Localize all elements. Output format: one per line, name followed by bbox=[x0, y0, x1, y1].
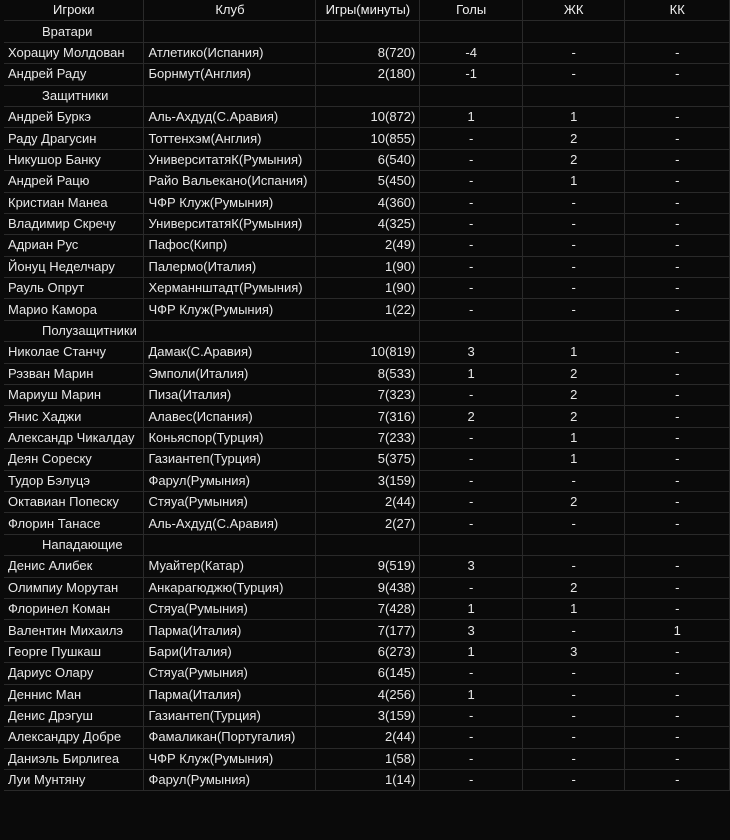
table-row bbox=[4, 235, 730, 256]
header-row bbox=[4, 0, 730, 21]
table-row bbox=[4, 128, 730, 149]
games-minutes: 4(325) bbox=[316, 213, 420, 234]
yellow-cards: 2 bbox=[522, 406, 625, 427]
red-cards: - bbox=[625, 727, 730, 748]
section-empty-cell bbox=[522, 320, 625, 341]
yellow-cards: - bbox=[522, 705, 625, 726]
section-row bbox=[4, 534, 730, 555]
player-name: Мариуш Марин bbox=[4, 385, 144, 406]
club: Коньяспор(Турция) bbox=[144, 427, 316, 448]
yellow-cards: - bbox=[522, 235, 625, 256]
red-cards: - bbox=[625, 641, 730, 662]
red-cards: - bbox=[625, 470, 730, 491]
section-title: Защитники bbox=[4, 85, 144, 106]
table-row bbox=[4, 149, 730, 170]
red-cards: - bbox=[625, 491, 730, 512]
player-name: Деян Сореску bbox=[4, 449, 144, 470]
red-cards: - bbox=[625, 171, 730, 192]
section-empty-cell bbox=[316, 85, 420, 106]
player-name: Йонуц Неделчару bbox=[4, 256, 144, 277]
games-minutes: 10(872) bbox=[316, 106, 420, 127]
red-cards: - bbox=[625, 106, 730, 127]
games-minutes: 2(180) bbox=[316, 64, 420, 85]
player-stats-table bbox=[4, 0, 730, 791]
club: Фарул(Румыния) bbox=[144, 470, 316, 491]
red-cards: - bbox=[625, 192, 730, 213]
goals: - bbox=[420, 727, 523, 748]
goals: - bbox=[420, 705, 523, 726]
yellow-cards: 2 bbox=[522, 385, 625, 406]
section-empty-cell bbox=[316, 21, 420, 42]
yellow-cards: 1 bbox=[522, 171, 625, 192]
table-row bbox=[4, 663, 730, 684]
club: Атлетико(Испания) bbox=[144, 42, 316, 63]
section-empty-cell bbox=[625, 320, 730, 341]
section-title: Полузащитники bbox=[4, 320, 144, 341]
player-name: Николае Станчу bbox=[4, 342, 144, 363]
section-title: Вратари bbox=[4, 21, 144, 42]
player-name: Даниэль Бирлигеа bbox=[4, 748, 144, 769]
yellow-cards: - bbox=[522, 278, 625, 299]
player-name: Андрей Буркэ bbox=[4, 106, 144, 127]
player-name: Рауль Опрут bbox=[4, 278, 144, 299]
games-minutes: 9(438) bbox=[316, 577, 420, 598]
goals: - bbox=[420, 491, 523, 512]
red-cards: - bbox=[625, 64, 730, 85]
club: Стяуа(Румыния) bbox=[144, 491, 316, 512]
goals: - bbox=[420, 470, 523, 491]
table-row bbox=[4, 491, 730, 512]
games-minutes: 10(855) bbox=[316, 128, 420, 149]
goals: - bbox=[420, 663, 523, 684]
section-empty-cell bbox=[420, 85, 523, 106]
section-row bbox=[4, 320, 730, 341]
table-row bbox=[4, 363, 730, 384]
goals: - bbox=[420, 192, 523, 213]
player-name: Раду Драгусин bbox=[4, 128, 144, 149]
club: Стяуа(Румыния) bbox=[144, 663, 316, 684]
goals: 3 bbox=[420, 556, 523, 577]
red-cards: - bbox=[625, 278, 730, 299]
games-minutes: 6(273) bbox=[316, 641, 420, 662]
games-minutes: 1(58) bbox=[316, 748, 420, 769]
games-minutes: 10(819) bbox=[316, 342, 420, 363]
yellow-cards: - bbox=[522, 64, 625, 85]
games-minutes: 7(177) bbox=[316, 620, 420, 641]
goals: - bbox=[420, 128, 523, 149]
player-name: Валентин Михаилэ bbox=[4, 620, 144, 641]
yellow-cards: 1 bbox=[522, 598, 625, 619]
club: Эмполи(Италия) bbox=[144, 363, 316, 384]
games-minutes: 7(233) bbox=[316, 427, 420, 448]
yellow-cards: - bbox=[522, 256, 625, 277]
club: Газиантеп(Турция) bbox=[144, 705, 316, 726]
player-name: Кристиан Манеа bbox=[4, 192, 144, 213]
goals: - bbox=[420, 427, 523, 448]
table-row bbox=[4, 748, 730, 769]
goals: 1 bbox=[420, 363, 523, 384]
header-games-minutes: Игры(минуты) bbox=[316, 0, 420, 21]
goals: - bbox=[420, 256, 523, 277]
games-minutes: 1(14) bbox=[316, 770, 420, 791]
club: Парма(Италия) bbox=[144, 684, 316, 705]
table-row bbox=[4, 770, 730, 791]
table-row bbox=[4, 705, 730, 726]
header-red-cards: КК bbox=[625, 0, 730, 21]
goals: 2 bbox=[420, 406, 523, 427]
club: ЧФР Клуж(Румыния) bbox=[144, 299, 316, 320]
games-minutes: 2(27) bbox=[316, 513, 420, 534]
red-cards: - bbox=[625, 235, 730, 256]
section-row bbox=[4, 21, 730, 42]
yellow-cards: 2 bbox=[522, 491, 625, 512]
yellow-cards: 2 bbox=[522, 128, 625, 149]
club: Стяуа(Румыния) bbox=[144, 598, 316, 619]
header-club: Клуб bbox=[144, 0, 316, 21]
red-cards: - bbox=[625, 299, 730, 320]
goals: - bbox=[420, 299, 523, 320]
table-row bbox=[4, 64, 730, 85]
club: Муайтер(Катар) bbox=[144, 556, 316, 577]
red-cards: - bbox=[625, 705, 730, 726]
red-cards: - bbox=[625, 513, 730, 534]
goals: - bbox=[420, 213, 523, 234]
goals: - bbox=[420, 513, 523, 534]
goals: 1 bbox=[420, 106, 523, 127]
club: Аль-Ахдуд(С.Аравия) bbox=[144, 106, 316, 127]
yellow-cards: 1 bbox=[522, 106, 625, 127]
player-name: Рэзван Марин bbox=[4, 363, 144, 384]
yellow-cards: - bbox=[522, 770, 625, 791]
yellow-cards: - bbox=[522, 513, 625, 534]
red-cards: - bbox=[625, 663, 730, 684]
player-name: Денис Дрэгуш bbox=[4, 705, 144, 726]
goals: 3 bbox=[420, 620, 523, 641]
club: Пиза(Италия) bbox=[144, 385, 316, 406]
yellow-cards: 2 bbox=[522, 149, 625, 170]
yellow-cards: 2 bbox=[522, 363, 625, 384]
table-row bbox=[4, 171, 730, 192]
games-minutes: 7(316) bbox=[316, 406, 420, 427]
player-name: Октавиан Попеску bbox=[4, 491, 144, 512]
club: Газиантеп(Турция) bbox=[144, 449, 316, 470]
goals: 3 bbox=[420, 342, 523, 363]
games-minutes: 1(90) bbox=[316, 278, 420, 299]
goals: - bbox=[420, 577, 523, 598]
games-minutes: 1(22) bbox=[316, 299, 420, 320]
goals: 1 bbox=[420, 641, 523, 662]
section-empty-cell bbox=[144, 85, 316, 106]
table-row bbox=[4, 342, 730, 363]
yellow-cards: 2 bbox=[522, 577, 625, 598]
red-cards: - bbox=[625, 385, 730, 406]
red-cards: - bbox=[625, 449, 730, 470]
player-name: Андрей Рацю bbox=[4, 171, 144, 192]
club: УниверситатяК(Румыния) bbox=[144, 213, 316, 234]
section-title: Нападающие bbox=[4, 534, 144, 555]
club: Херманнштадт(Румыния) bbox=[144, 278, 316, 299]
table-row bbox=[4, 513, 730, 534]
games-minutes: 9(519) bbox=[316, 556, 420, 577]
red-cards: - bbox=[625, 342, 730, 363]
table-row bbox=[4, 385, 730, 406]
games-minutes: 2(44) bbox=[316, 491, 420, 512]
club: Палермо(Италия) bbox=[144, 256, 316, 277]
section-empty-cell bbox=[420, 534, 523, 555]
games-minutes: 7(428) bbox=[316, 598, 420, 619]
player-name: Адриан Рус bbox=[4, 235, 144, 256]
yellow-cards: 1 bbox=[522, 449, 625, 470]
table-row bbox=[4, 620, 730, 641]
club: Пафос(Кипр) bbox=[144, 235, 316, 256]
player-name: Хорациу Молдован bbox=[4, 42, 144, 63]
red-cards: 1 bbox=[625, 620, 730, 641]
table-row bbox=[4, 192, 730, 213]
games-minutes: 2(44) bbox=[316, 727, 420, 748]
games-minutes: 6(540) bbox=[316, 149, 420, 170]
games-minutes: 3(159) bbox=[316, 705, 420, 726]
section-empty-cell bbox=[144, 320, 316, 341]
red-cards: - bbox=[625, 598, 730, 619]
goals: 1 bbox=[420, 598, 523, 619]
club: УниверситатяК(Румыния) bbox=[144, 149, 316, 170]
red-cards: - bbox=[625, 406, 730, 427]
yellow-cards: - bbox=[522, 684, 625, 705]
section-empty-cell bbox=[420, 21, 523, 42]
red-cards: - bbox=[625, 149, 730, 170]
goals: - bbox=[420, 449, 523, 470]
table-row bbox=[4, 556, 730, 577]
games-minutes: 4(256) bbox=[316, 684, 420, 705]
club: Бари(Италия) bbox=[144, 641, 316, 662]
table-row bbox=[4, 427, 730, 448]
table-row bbox=[4, 727, 730, 748]
table-row bbox=[4, 598, 730, 619]
club: Дамак(С.Аравия) bbox=[144, 342, 316, 363]
player-name: Тудор Бэлуцэ bbox=[4, 470, 144, 491]
games-minutes: 8(720) bbox=[316, 42, 420, 63]
player-name: Александру Добре bbox=[4, 727, 144, 748]
games-minutes: 5(450) bbox=[316, 171, 420, 192]
player-name: Луи Мунтяну bbox=[4, 770, 144, 791]
games-minutes: 5(375) bbox=[316, 449, 420, 470]
player-name: Марио Камора bbox=[4, 299, 144, 320]
club: Аль-Ахдуд(С.Аравия) bbox=[144, 513, 316, 534]
yellow-cards: 1 bbox=[522, 342, 625, 363]
yellow-cards: - bbox=[522, 213, 625, 234]
club: Алавес(Испания) bbox=[144, 406, 316, 427]
yellow-cards: - bbox=[522, 556, 625, 577]
player-name: Никушор Банку bbox=[4, 149, 144, 170]
table-row bbox=[4, 278, 730, 299]
club: Райо Вальекано(Испания) bbox=[144, 171, 316, 192]
red-cards: - bbox=[625, 363, 730, 384]
yellow-cards: - bbox=[522, 727, 625, 748]
yellow-cards: 3 bbox=[522, 641, 625, 662]
table-row bbox=[4, 577, 730, 598]
games-minutes: 1(90) bbox=[316, 256, 420, 277]
club: Фарул(Румыния) bbox=[144, 770, 316, 791]
games-minutes: 4(360) bbox=[316, 192, 420, 213]
yellow-cards: - bbox=[522, 42, 625, 63]
red-cards: - bbox=[625, 256, 730, 277]
section-empty-cell bbox=[316, 320, 420, 341]
club: Тоттенхэм(Англия) bbox=[144, 128, 316, 149]
club: Анкарагюджю(Турция) bbox=[144, 577, 316, 598]
table-row bbox=[4, 470, 730, 491]
yellow-cards: - bbox=[522, 748, 625, 769]
table-row bbox=[4, 106, 730, 127]
yellow-cards: - bbox=[522, 192, 625, 213]
table-row bbox=[4, 684, 730, 705]
table-row bbox=[4, 641, 730, 662]
section-empty-cell bbox=[420, 320, 523, 341]
red-cards: - bbox=[625, 128, 730, 149]
games-minutes: 6(145) bbox=[316, 663, 420, 684]
player-name: Олимпиу Морутан bbox=[4, 577, 144, 598]
goals: - bbox=[420, 748, 523, 769]
games-minutes: 2(49) bbox=[316, 235, 420, 256]
goals: - bbox=[420, 149, 523, 170]
club: Парма(Италия) bbox=[144, 620, 316, 641]
player-name: Владимир Скречу bbox=[4, 213, 144, 234]
table-row bbox=[4, 42, 730, 63]
goals: - bbox=[420, 235, 523, 256]
player-name: Флорин Танасе bbox=[4, 513, 144, 534]
goals: -4 bbox=[420, 42, 523, 63]
games-minutes: 3(159) bbox=[316, 470, 420, 491]
player-name: Деннис Ман bbox=[4, 684, 144, 705]
club: Борнмут(Англия) bbox=[144, 64, 316, 85]
yellow-cards: - bbox=[522, 620, 625, 641]
club: Фамаликан(Португалия) bbox=[144, 727, 316, 748]
club: ЧФР Клуж(Румыния) bbox=[144, 748, 316, 769]
section-empty-cell bbox=[625, 85, 730, 106]
goals: -1 bbox=[420, 64, 523, 85]
goals: 1 bbox=[420, 684, 523, 705]
goals: - bbox=[420, 278, 523, 299]
red-cards: - bbox=[625, 427, 730, 448]
red-cards: - bbox=[625, 556, 730, 577]
red-cards: - bbox=[625, 213, 730, 234]
section-empty-cell bbox=[144, 21, 316, 42]
section-empty-cell bbox=[144, 534, 316, 555]
yellow-cards: - bbox=[522, 299, 625, 320]
player-name: Денис Алибек bbox=[4, 556, 144, 577]
header-yellow-cards: ЖК bbox=[522, 0, 625, 21]
table-row bbox=[4, 299, 730, 320]
player-name: Дариус Олару bbox=[4, 663, 144, 684]
section-empty-cell bbox=[522, 21, 625, 42]
player-name: Флоринел Коман bbox=[4, 598, 144, 619]
red-cards: - bbox=[625, 770, 730, 791]
section-empty-cell bbox=[625, 534, 730, 555]
table-row bbox=[4, 256, 730, 277]
yellow-cards: 1 bbox=[522, 427, 625, 448]
goals: - bbox=[420, 770, 523, 791]
yellow-cards: - bbox=[522, 663, 625, 684]
club: ЧФР Клуж(Румыния) bbox=[144, 192, 316, 213]
player-name: Янис Хаджи bbox=[4, 406, 144, 427]
red-cards: - bbox=[625, 42, 730, 63]
section-empty-cell bbox=[316, 534, 420, 555]
table-row bbox=[4, 449, 730, 470]
section-empty-cell bbox=[625, 21, 730, 42]
table-row bbox=[4, 213, 730, 234]
player-name: Андрей Раду bbox=[4, 64, 144, 85]
red-cards: - bbox=[625, 577, 730, 598]
table-row bbox=[4, 406, 730, 427]
yellow-cards: - bbox=[522, 470, 625, 491]
red-cards: - bbox=[625, 684, 730, 705]
goals: - bbox=[420, 171, 523, 192]
games-minutes: 8(533) bbox=[316, 363, 420, 384]
player-name: Александр Чикалдау bbox=[4, 427, 144, 448]
section-empty-cell bbox=[522, 534, 625, 555]
games-minutes: 7(323) bbox=[316, 385, 420, 406]
goals: - bbox=[420, 385, 523, 406]
header-players: Игроки bbox=[4, 0, 144, 21]
section-empty-cell bbox=[522, 85, 625, 106]
header-goals: Голы bbox=[420, 0, 523, 21]
player-name: Георге Пушкаш bbox=[4, 641, 144, 662]
red-cards: - bbox=[625, 748, 730, 769]
section-row bbox=[4, 85, 730, 106]
